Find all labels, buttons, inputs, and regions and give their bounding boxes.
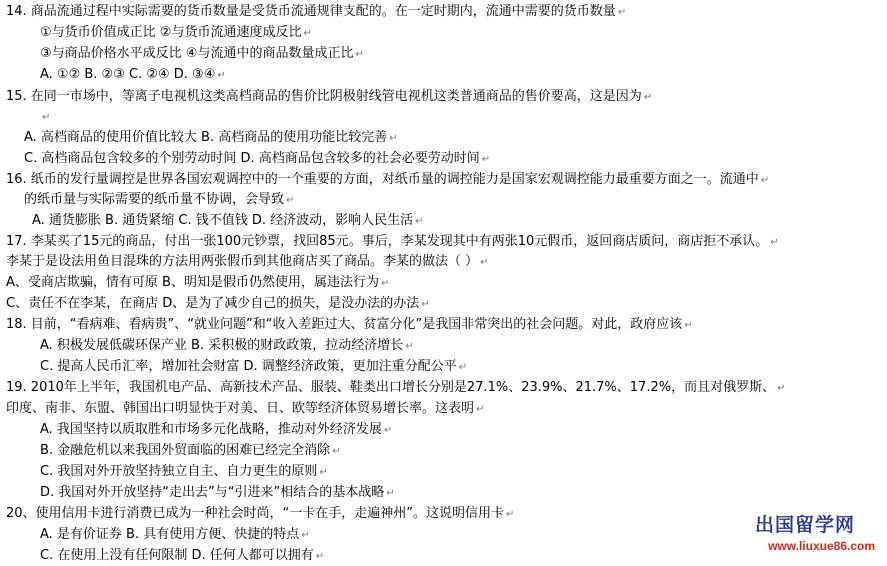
paragraph-mark-icon: ↵ [315, 551, 325, 562]
paragraph-mark-icon: ↵ [386, 488, 395, 499]
paragraph-mark-icon: ↵ [760, 175, 770, 186]
line-text: A. 高档商品的使用价值比较大 B. 高档商品的使用功能比较完善 [24, 130, 388, 145]
line-text: 14. 商品流通过程中实际需要的货币数量是受货币流通规律支配的。在一定时期内，流通中需要的货币数量 [6, 4, 616, 19]
line-text: A. 我国坚持以质取胜和市场多元化战略，推动对外经济发展 [40, 422, 382, 437]
paragraph-mark-icon: ↵ [480, 257, 489, 268]
paragraph-mark-icon: ↵ [481, 154, 491, 165]
text-line [40, 24, 312, 42]
line-text: C. 我国对外开放坚持独立自主、自力更生的原则 [40, 464, 318, 479]
text-line [24, 150, 490, 168]
text-line [40, 66, 226, 84]
paragraph-mark-icon: ↵ [643, 92, 653, 103]
text-line [40, 358, 467, 376]
text-line [40, 337, 414, 355]
paragraph-mark-icon: ↵ [777, 383, 786, 394]
text-line [6, 505, 514, 523]
text-line [40, 108, 50, 126]
line-text: 15. 在同一市场中，等离子电视机这类高档商品的售价比阴极射线管电视机这类普通商品的售价要高，这是因为 [6, 89, 642, 104]
text-line [40, 421, 392, 439]
text-line [6, 171, 769, 189]
text-line [6, 316, 693, 334]
paragraph-mark-icon: ↵ [389, 133, 398, 144]
line-text: A. 是有价证券 B. 具有使用方便、快捷的特点 [40, 527, 300, 542]
text-line [6, 274, 389, 292]
paragraph-mark-icon: ↵ [405, 341, 414, 352]
text-line [6, 233, 779, 251]
line-text: C. 在使用上没有任何限制 D. 任何人都可以拥有 [40, 548, 314, 563]
watermark-title: 出国留学网 [754, 514, 855, 536]
text-line [24, 129, 398, 147]
text-line [6, 253, 489, 271]
text-line [40, 547, 324, 565]
text-line [6, 379, 785, 397]
line-text: 17. 李某买了15元的商品，付出一张100元钞票，找回85元。事后，李某发现其中有两张10元假币，返回商店质问，商店拒不承认。 [6, 234, 769, 249]
line-text: 16. 纸币的发行量调控是世界各国宏观调控中的一个重要的方面，对纸币量的调控能力是国家宏观调控能力最重要方面之一。流通中 [6, 172, 759, 187]
paragraph-mark-icon: ↵ [684, 320, 693, 331]
line-text: B. 金融危机以来我国外贸面临的困难已经完全消除 [40, 443, 331, 458]
paragraph-mark-icon: ↵ [380, 278, 390, 289]
paragraph-mark-icon: ↵ [286, 195, 295, 206]
line-text: C. 高档商品包含较多的个别劳动时间 D. 高档商品包含较多的社会必要劳动时间 [24, 151, 480, 166]
paragraph-mark-icon: ↵ [458, 362, 468, 373]
text-line [32, 212, 424, 230]
paragraph-mark-icon: ↵ [42, 112, 51, 123]
paragraph-mark-icon: ↵ [383, 425, 393, 436]
watermark-url: www.liuxue86.com [768, 539, 875, 553]
text-line [24, 191, 294, 209]
text-line [40, 526, 310, 544]
text-line [6, 88, 652, 106]
text-line [6, 3, 626, 21]
paragraph-mark-icon: ↵ [476, 404, 485, 415]
line-text: ③与商品价格水平成反比 ④与流通中的商品数量成正比 [40, 46, 354, 61]
text-line [40, 442, 341, 460]
line-text: 李某于是设法用鱼目混珠的方法用两张假币到其他商店买了商品。李某的做法（ ） [6, 254, 479, 269]
line-text: 的纸币量与实际需要的纸币量不协调，会导致 [24, 192, 285, 207]
line-text: ①与货币价值成正比 ②与货币流通速度成反比 [40, 25, 302, 40]
paragraph-mark-icon: ↵ [415, 216, 424, 227]
line-text: 20、使用信用卡进行消费已成为一种社会时尚，“一卡在手，走遍神州”。这说明信用卡 [6, 506, 505, 521]
text-line [40, 45, 364, 63]
line-text: A. ①② B. ②③ C. ②④ D. ③④ [40, 67, 216, 82]
line-text: A. 通货膨胀 B. 通货紧缩 C. 钱不值钱 D. 经济波动，影响人民生活 [32, 213, 414, 228]
line-text: C. 提高人民币汇率，增加社会财富 D. 调整经济政策，更加注重分配公平 [40, 359, 457, 374]
text-line [6, 295, 430, 313]
paragraph-mark-icon: ↵ [319, 467, 328, 478]
paragraph-mark-icon: ↵ [770, 237, 779, 248]
paragraph-mark-icon: ↵ [301, 530, 310, 541]
line-text: A、受商店欺骗，情有可原 B、明知是假币仍然使用，属违法行为 [6, 275, 379, 290]
paragraph-mark-icon: ↵ [506, 509, 515, 520]
text-line [40, 463, 328, 481]
paragraph-mark-icon: ↵ [421, 299, 430, 310]
line-text: 18. 目前，“看病难、看病贵”、“就业问题”和“收入差距过大、贫富分化”是我国非常突出的社会问题。对此，政府应该 [6, 317, 683, 332]
text-line [40, 484, 395, 502]
line-text: C、责任不在李某，在商店 D、是为了减少自己的损失，是没办法的办法 [6, 296, 420, 311]
line-text: D. 我国对外开放坚持“走出去”与“引进来”相结合的基本战略 [40, 485, 385, 500]
text-line [6, 400, 484, 418]
line-text: 19. 2010年上半年，我国机电产品、高新技术产品、服装、鞋类出口增长分别是27.1%、23.9%、21.7%、17.2%，而且对俄罗斯、 [6, 380, 776, 395]
paragraph-mark-icon: ↵ [332, 446, 341, 457]
paragraph-mark-icon: ↵ [617, 7, 627, 18]
paragraph-mark-icon: ↵ [217, 70, 226, 81]
line-text: 印度、南非、东盟、韩国出口明显快于对美、日、欧等经济体贸易增长率。这表明 [6, 401, 475, 416]
line-text: A. 积极发展低碳环保产业 B. 采积极的财政政策，拉动经济增长 [40, 338, 404, 353]
paragraph-mark-icon: ↵ [303, 28, 312, 39]
watermark [731, 513, 881, 557]
paragraph-mark-icon: ↵ [355, 49, 364, 60]
